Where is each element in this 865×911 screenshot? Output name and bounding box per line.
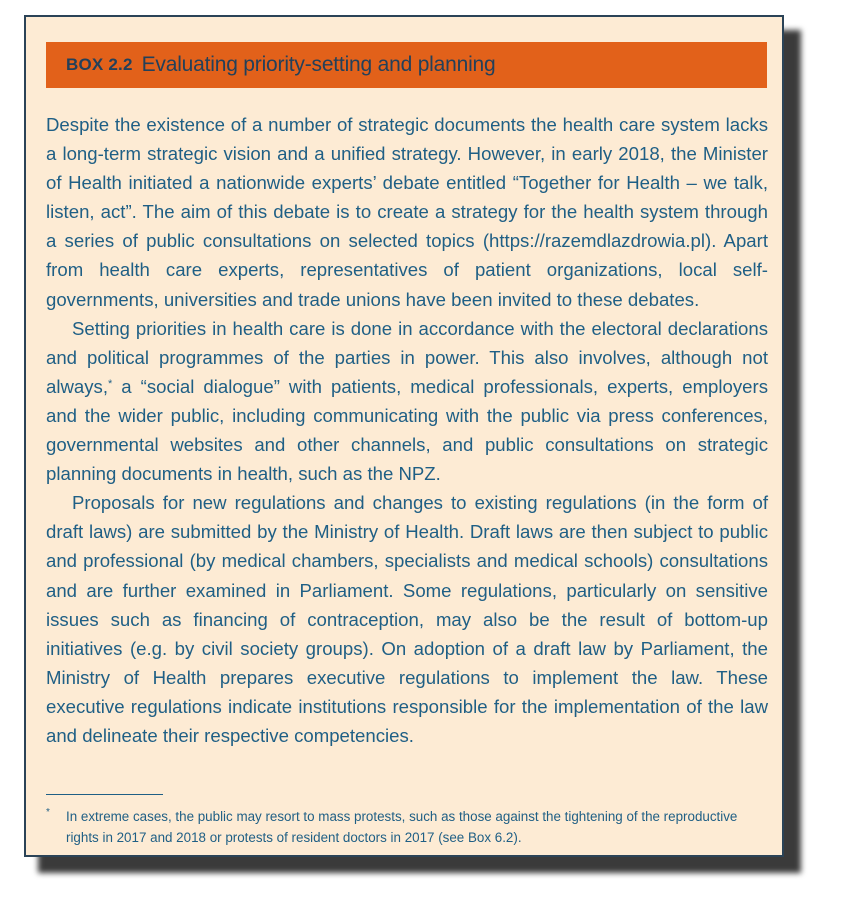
- text-box: [24, 15, 784, 857]
- footnote-mark: *: [46, 807, 50, 818]
- footnote-text: In extreme cases, the public may resort to mass protests, such as those against the tightening of the reproductive rights in 2017 and 2018 or protests of resident doctors in 2017 (see Box 6.2).: [66, 809, 738, 845]
- footnote-divider: [46, 794, 163, 795]
- paragraph-2-text-before: Setting priorities in health care is done in accordance with the electoral declarations and political programmes of the parties in power. This also involves, although not always,: [46, 317, 768, 397]
- box-label: BOX 2.2: [66, 55, 133, 74]
- paragraph-1: Despite the existence of a number of strategic documents the health care system lacks a long-term strategic vision and a unified strategy. However, in early 2018, the Minister of Health initiated a nationwide experts’ debate entitled “Together for Health – we talk, listen, act”. The aim of this debate is to create a strategy for the health system through a series of public consultations on selected topics (https://razemdlazdrowia.pl). Apart from health care experts, representatives of patient organizations, local self-governments, universities and trade unions have been invited to these debates.: [46, 114, 768, 310]
- box-body: [46, 110, 768, 750]
- box-header: [46, 42, 767, 88]
- paragraph-3: Proposals for new regulations and changes to existing regulations (in the form of draft laws) are submitted by the Ministry of Health. Draft laws are then subject to public and professional (by medical chambers, specialists and medical schools) consultations and are further examined in Parliament. Some regulations, particularly on sensitive issues such as financing of contraception, may also be the result of bottom-up initiatives (e.g. by civil society groups). On adoption of a draft law by Parliament, the Ministry of Health prepares executive regulations to implement the law. These executive regulations indicate institutions responsible for the implementation of the law and delineate their respective competencies.: [46, 492, 768, 746]
- footnote: [46, 806, 768, 848]
- paragraph-2: [46, 314, 768, 489]
- box-title: Evaluating priority-setting and planning: [141, 53, 496, 76]
- paragraph-2-text-after: a “social dialogue” with patients, medical professionals, experts, employers and the wider public, including communicating with the public via press conferences, governmental websites and other channels, and public consultations on strategic planning documents in health, such as the NPZ.: [46, 375, 768, 485]
- footnote-reference[interactable]: *: [108, 377, 113, 390]
